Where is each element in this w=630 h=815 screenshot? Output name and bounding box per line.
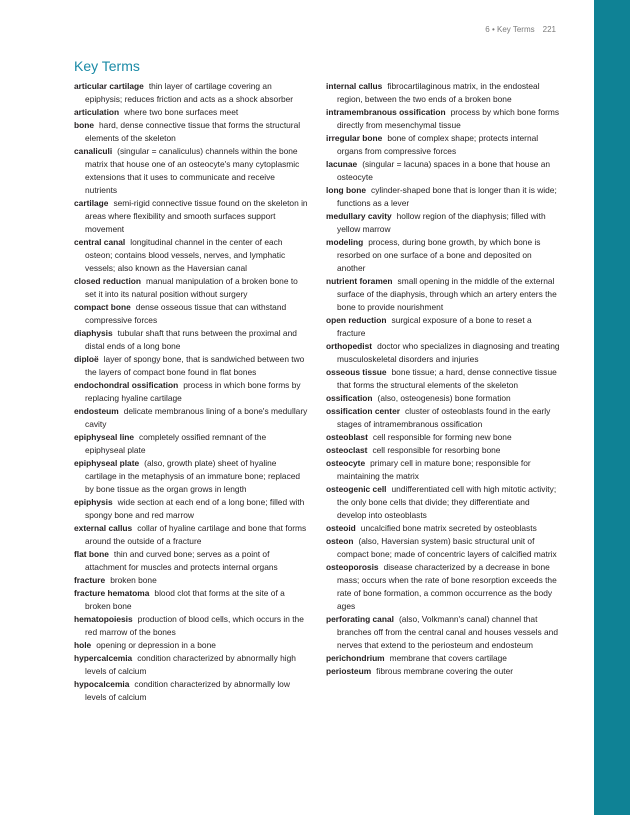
- glossary-definition: undifferentiated cell with high mitotic activity; the only bone cells that divide; they differentiate and develop into osteoblasts: [337, 484, 557, 520]
- glossary-term: osteoid: [326, 523, 356, 533]
- glossary-entry: [326, 535, 560, 561]
- glossary-entry: [74, 379, 308, 405]
- chapter-color-band: [594, 0, 630, 815]
- glossary-entry: [74, 587, 308, 613]
- glossary-term: flat bone: [74, 549, 109, 559]
- glossary-definition: fibrocartilaginous matrix, in the endosteal region, between the two ends of a broken bone: [337, 81, 540, 104]
- glossary-term: central canal: [74, 237, 126, 247]
- glossary-term: hole: [74, 640, 92, 650]
- glossary-entry: [74, 522, 308, 548]
- glossary-definition: cluster of osteoblasts found in the early stages of intramembranous ossification: [337, 406, 551, 429]
- glossary-entry: [74, 574, 308, 587]
- glossary-column-left: [74, 80, 308, 704]
- glossary-entry: [326, 314, 560, 340]
- glossary-entry: [74, 80, 308, 106]
- glossary-entry: [326, 522, 560, 535]
- glossary-definition: (singular = canaliculus) channels within the bone matrix that house one of an osteocyte's many cytoplasmic extensions that it uses to communicate and receive nutrients: [85, 146, 300, 195]
- glossary-definition: doctor who specializes in diagnosing and treating musculoskeletal disorders and injuries: [337, 341, 560, 364]
- glossary-term: medullary cavity: [326, 211, 392, 221]
- glossary-definition: blood clot that forms at the site of a broken bone: [85, 588, 285, 611]
- glossary-entry: [326, 613, 560, 652]
- glossary-entry: [74, 678, 308, 704]
- glossary-definition: condition characterized by abnormally high levels of calcium: [85, 653, 296, 676]
- page-number: 221: [542, 25, 556, 34]
- glossary-entry: [74, 275, 308, 301]
- glossary-entry: [326, 431, 560, 444]
- glossary-term: bone: [74, 120, 95, 130]
- glossary-term: osteocyte: [326, 458, 366, 468]
- glossary-entry: [74, 197, 308, 236]
- glossary-entry: [326, 236, 560, 275]
- glossary-entry: [326, 457, 560, 483]
- glossary-term: irregular bone: [326, 133, 383, 143]
- glossary-definition: bone of complex shape; protects internal organs from compressive forces: [337, 133, 539, 156]
- glossary-definition: layer of spongy bone, that is sandwiched between two the layers of compact bone found in flat bones: [85, 354, 305, 377]
- glossary-entry: [326, 405, 560, 431]
- glossary-definition: (also, Volkmann's canal) channel that branches off from the central canal and houses vessels and nerves that extend to the periosteum and endosteum: [337, 614, 558, 650]
- glossary-term: internal callus: [326, 81, 383, 91]
- glossary-term: nutrient foramen: [326, 276, 393, 286]
- glossary-entry: [326, 561, 560, 613]
- glossary-entry: [74, 431, 308, 457]
- glossary-definition: production of blood cells, which occurs in the red marrow of the bones: [85, 614, 304, 637]
- glossary-definition: wide section at each end of a long bone; filled with spongy bone and red marrow: [85, 497, 305, 520]
- page-title: Key Terms: [74, 58, 140, 74]
- glossary-entry: [74, 548, 308, 574]
- glossary-definition: bone tissue; a hard, dense connective tissue that forms the structural elements of the skeleton: [337, 367, 557, 390]
- glossary-term: periosteum: [326, 666, 372, 676]
- glossary-term: ossification: [326, 393, 373, 403]
- glossary-term: compact bone: [74, 302, 131, 312]
- glossary-definition: manual manipulation of a broken bone to set it into its natural position without surgery: [85, 276, 298, 299]
- chapter-label: 6 • Key Terms: [485, 25, 535, 34]
- glossary-definition: cell responsible for forming new bone: [372, 432, 512, 442]
- glossary-entry: [74, 496, 308, 522]
- glossary-definition: where two bone surfaces meet: [124, 107, 239, 117]
- glossary-term: intramembranous ossification: [326, 107, 446, 117]
- glossary-entry: [326, 483, 560, 522]
- glossary-term: epiphysis: [74, 497, 113, 507]
- glossary-entry: [326, 665, 560, 678]
- glossary-entry: [74, 327, 308, 353]
- glossary-definition: fibrous membrane covering the outer: [376, 666, 514, 676]
- glossary-term: lacunae: [326, 159, 358, 169]
- glossary-entry: [326, 132, 560, 158]
- glossary-term: closed reduction: [74, 276, 142, 286]
- glossary-entry: [74, 639, 308, 652]
- glossary-term: osseous tissue: [326, 367, 387, 377]
- glossary-definition: membrane that covers cartilage: [389, 653, 507, 663]
- glossary-definition: semi-rigid connective tissue found on the skeleton in areas where flexibility and smooth surfaces support movement: [85, 198, 308, 234]
- glossary-definition: completely ossified remnant of the epiphyseal plate: [85, 432, 267, 455]
- glossary-term: long bone: [326, 185, 367, 195]
- glossary-definition: (also, growth plate) sheet of hyaline cartilage in the metaphysis of an immature bone; replaced by bone tissue as the organ grows in length: [85, 458, 301, 494]
- glossary-term: epiphyseal line: [74, 432, 135, 442]
- glossary-term: diaphysis: [74, 328, 113, 338]
- glossary-entry: [326, 80, 560, 106]
- glossary-term: external callus: [74, 523, 133, 533]
- glossary-term: fracture: [74, 575, 106, 585]
- glossary-term: perforating canal: [326, 614, 394, 624]
- glossary-entry: [74, 106, 308, 119]
- glossary-term: canaliculi: [74, 146, 113, 156]
- glossary-term: articular cartilage: [74, 81, 144, 91]
- glossary-definition: dense osseous tissue that can withstand compressive forces: [85, 302, 287, 325]
- glossary-term: osteoblast: [326, 432, 368, 442]
- glossary-term: orthopedist: [326, 341, 373, 351]
- glossary-definition: hard, dense connective tissue that forms the structural elements of the skeleton: [85, 120, 301, 143]
- glossary-term: osteoporosis: [326, 562, 379, 572]
- glossary-entry: [74, 613, 308, 639]
- glossary-definition: longitudinal channel in the center of each osteon; contains blood vessels, nerves, and lymphatic vessels; also known as the Haversian canal: [85, 237, 286, 273]
- glossary-definition: broken bone: [110, 575, 157, 585]
- glossary-term: hypocalcemia: [74, 679, 130, 689]
- glossary-term: endosteum: [74, 406, 119, 416]
- glossary-definition: tubular shaft that runs between the proximal and distal ends of a long bone: [85, 328, 297, 351]
- glossary-definition: delicate membranous lining of a bone's medullary cavity: [85, 406, 308, 429]
- glossary-entry: [326, 392, 560, 405]
- glossary-definition: thin layer of cartilage covering an epiphysis; reduces friction and acts as a shock absorber: [85, 81, 294, 104]
- glossary-definition: small opening in the middle of the external surface of the diaphysis, through which an artery enters the bone to provide nourishment: [337, 276, 557, 312]
- glossary-definition: process by which bone forms directly from mesenchymal tissue: [337, 107, 560, 130]
- glossary-definition: (also, Haversian system) basic structural unit of compact bone; made of concentric layers of calcified matrix: [337, 536, 557, 559]
- glossary-term: epiphyseal plate: [74, 458, 140, 468]
- glossary-entry: [326, 106, 560, 132]
- glossary-entry: [74, 405, 308, 431]
- glossary-definition: (also, osteogenesis) bone formation: [377, 393, 511, 403]
- glossary-term: hematopoiesis: [74, 614, 133, 624]
- glossary-definition: surgical exposure of a bone to reset a fracture: [337, 315, 532, 338]
- glossary-entry: [74, 145, 308, 197]
- glossary-entry: [74, 236, 308, 275]
- glossary-entry: [74, 301, 308, 327]
- glossary-term: fracture hematoma: [74, 588, 150, 598]
- glossary-entry: [326, 366, 560, 392]
- glossary-entry: [74, 353, 308, 379]
- glossary-definition: uncalcified bone matrix secreted by osteoblasts: [360, 523, 537, 533]
- glossary-term: ossification center: [326, 406, 401, 416]
- glossary-definition: (singular = lacuna) spaces in a bone that house an osteocyte: [337, 159, 551, 182]
- glossary-definition: disease characterized by a decrease in bone mass; occurs when the rate of bone resorption exceeds the rate of bone formation, a common occurrence as the body ages: [337, 562, 557, 611]
- running-head: [485, 25, 556, 34]
- glossary-definition: process, during bone growth, by which bone is resorbed on one surface of a bone and deposited on another: [337, 237, 541, 273]
- glossary-entry: [74, 119, 308, 145]
- glossary-term: osteoclast: [326, 445, 368, 455]
- glossary-term: osteogenic cell: [326, 484, 387, 494]
- glossary-entry: [74, 457, 308, 496]
- glossary-definition: opening or depression in a bone: [96, 640, 216, 650]
- glossary-entry: [326, 275, 560, 314]
- glossary-definition: cell responsible for resorbing bone: [372, 445, 501, 455]
- glossary-definition: process in which bone forms by replacing hyaline cartilage: [85, 380, 301, 403]
- glossary-entry: [326, 158, 560, 184]
- glossary-definition: primary cell in mature bone; responsible for maintaining the matrix: [337, 458, 531, 481]
- glossary-term: diploë: [74, 354, 99, 364]
- glossary-term: articulation: [74, 107, 120, 117]
- glossary-entry: [326, 340, 560, 366]
- glossary-column-right: [326, 80, 560, 678]
- glossary-term: modeling: [326, 237, 364, 247]
- glossary-definition: condition characterized by abnormally low levels of calcium: [85, 679, 290, 702]
- glossary-term: osteon: [326, 536, 354, 546]
- glossary-definition: thin and curved bone; serves as a point of attachment for muscles and protects internal organs: [85, 549, 278, 572]
- glossary-term: perichondrium: [326, 653, 385, 663]
- glossary-term: open reduction: [326, 315, 387, 325]
- glossary-definition: hollow region of the diaphysis; filled with yellow marrow: [337, 211, 546, 234]
- glossary-entry: [326, 652, 560, 665]
- glossary-entry: [326, 184, 560, 210]
- glossary-definition: cylinder-shaped bone that is longer than it is wide; functions as a lever: [337, 185, 557, 208]
- glossary-term: cartilage: [74, 198, 109, 208]
- glossary-definition: collar of hyaline cartilage and bone that forms around the outside of a fracture: [85, 523, 307, 546]
- glossary-term: hypercalcemia: [74, 653, 133, 663]
- glossary-entry: [326, 210, 560, 236]
- glossary-entry: [326, 444, 560, 457]
- glossary-entry: [74, 652, 308, 678]
- glossary-term: endochondral ossification: [74, 380, 179, 390]
